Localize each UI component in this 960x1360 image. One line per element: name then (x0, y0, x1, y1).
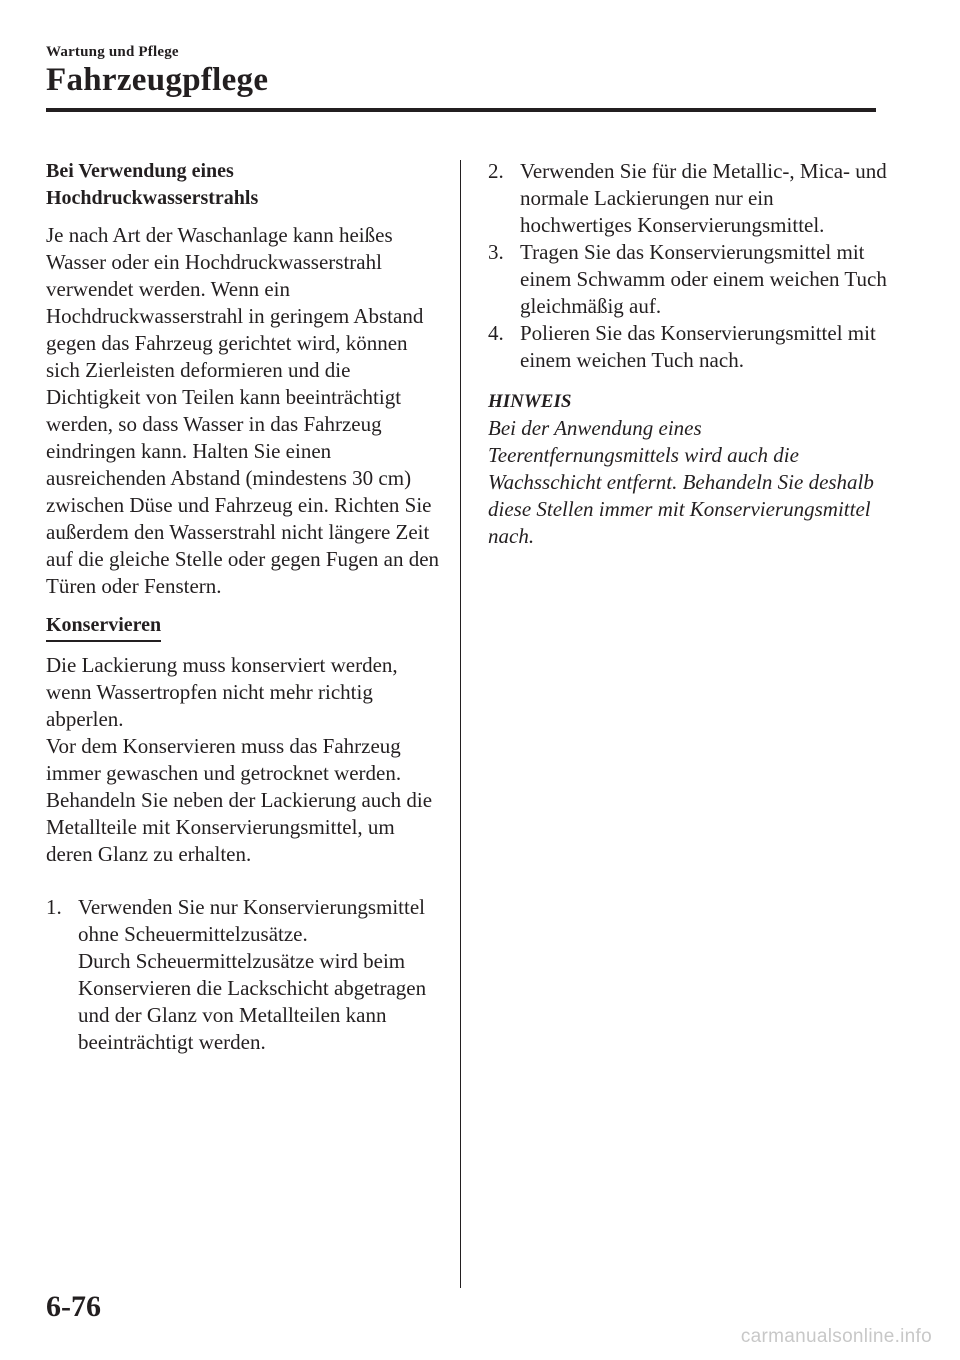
right-column (488, 158, 888, 550)
left-column (46, 158, 446, 1056)
section-label: Wartung und Pflege (46, 44, 179, 60)
list-item-2-text: Verwenden Sie für die Metallic-, Mica- und normale Lackierungen nur ein hochwertiges Konservierungsmittel. (520, 159, 887, 237)
title-rule (46, 108, 876, 112)
list-item-4 (488, 320, 888, 374)
high-pressure-paragraph: Je nach Art der Waschanlage kann heißes Wasser oder ein Hochdruckwasserstrahl verwendet werden. Wenn ein Hochdruckwasserstrahl in geringem Abstand gegen das Fahrzeug gerichtet wird, können sich Zierleisten deformieren und die Dichtigkeit von Teilen kann beeinträchtigt werden, so dass Wasser in das Fahrzeug eindringen kann. Halten Sie einen ausreichenden Abstand (mindestens 30 cm) zwischen Düse und Fahrzeug ein. Richten Sie außerdem den Wasserstrahl nicht längere Zeit auf die gleiche Stelle oder gegen Fugen an den Türen oder Fenstern. (46, 223, 440, 598)
conservation-paragraph-1: Die Lackierung muss konserviert werden, wenn Wassertropfen nicht mehr richtig abperlen. (46, 653, 398, 731)
note-heading: HINWEIS (488, 391, 572, 412)
list-item-2-number: 2. (488, 159, 504, 183)
list-item-1 (46, 894, 446, 1056)
list-item-1-number: 1. (46, 895, 62, 919)
list-item-3-text: Tragen Sie das Konservierungsmittel mit einem Schwamm oder einem weichen Tuch gleichmäßig auf. (520, 240, 887, 318)
list-item-4-number: 4. (488, 321, 504, 345)
high-pressure-heading-line-1: Bei Verwendung eines (46, 160, 234, 182)
list-item-2 (488, 158, 888, 239)
conservation-heading: Konservieren (46, 612, 161, 642)
high-pressure-heading-line-2: Hochdruckwasserstrahls (46, 187, 259, 209)
high-pressure-heading (46, 158, 446, 212)
list-item-1-detail: Durch Scheuermittelzusätze wird beim Konservieren die Lackschicht abgetragen und der Glanz von Metallteilen kann beeinträchtigt werden. (78, 949, 427, 1054)
page-title: Fahrzeugpflege (46, 62, 269, 98)
page-number: 6-76 (46, 1290, 101, 1323)
list-item-1-text: Verwenden Sie nur Konservierungsmittel ohne Scheuermittelzusätze. (78, 895, 426, 946)
list-item-3-number: 3. (488, 240, 504, 264)
watermark: carmanualsonline.info (740, 1326, 932, 1347)
list-item-4-text: Polieren Sie das Konservierungsmittel mit einem weichen Tuch nach. (520, 321, 876, 372)
column-divider (460, 160, 461, 1288)
note-text: Bei der Anwendung eines Teerentfernungsmittels wird auch die Wachsschicht entfernt. Behandeln Sie deshalb diese Stellen immer mit Konservierungsmittel nach. (488, 416, 874, 548)
conservation-paragraph-2: Vor dem Konservieren muss das Fahrzeug immer gewaschen und getrocknet werden. Behandeln Sie neben der Lackierung auch die Metallteile mit Konservierungsmittel, um deren Glanz zu erhalten. (46, 734, 433, 866)
list-item-3 (488, 239, 888, 320)
